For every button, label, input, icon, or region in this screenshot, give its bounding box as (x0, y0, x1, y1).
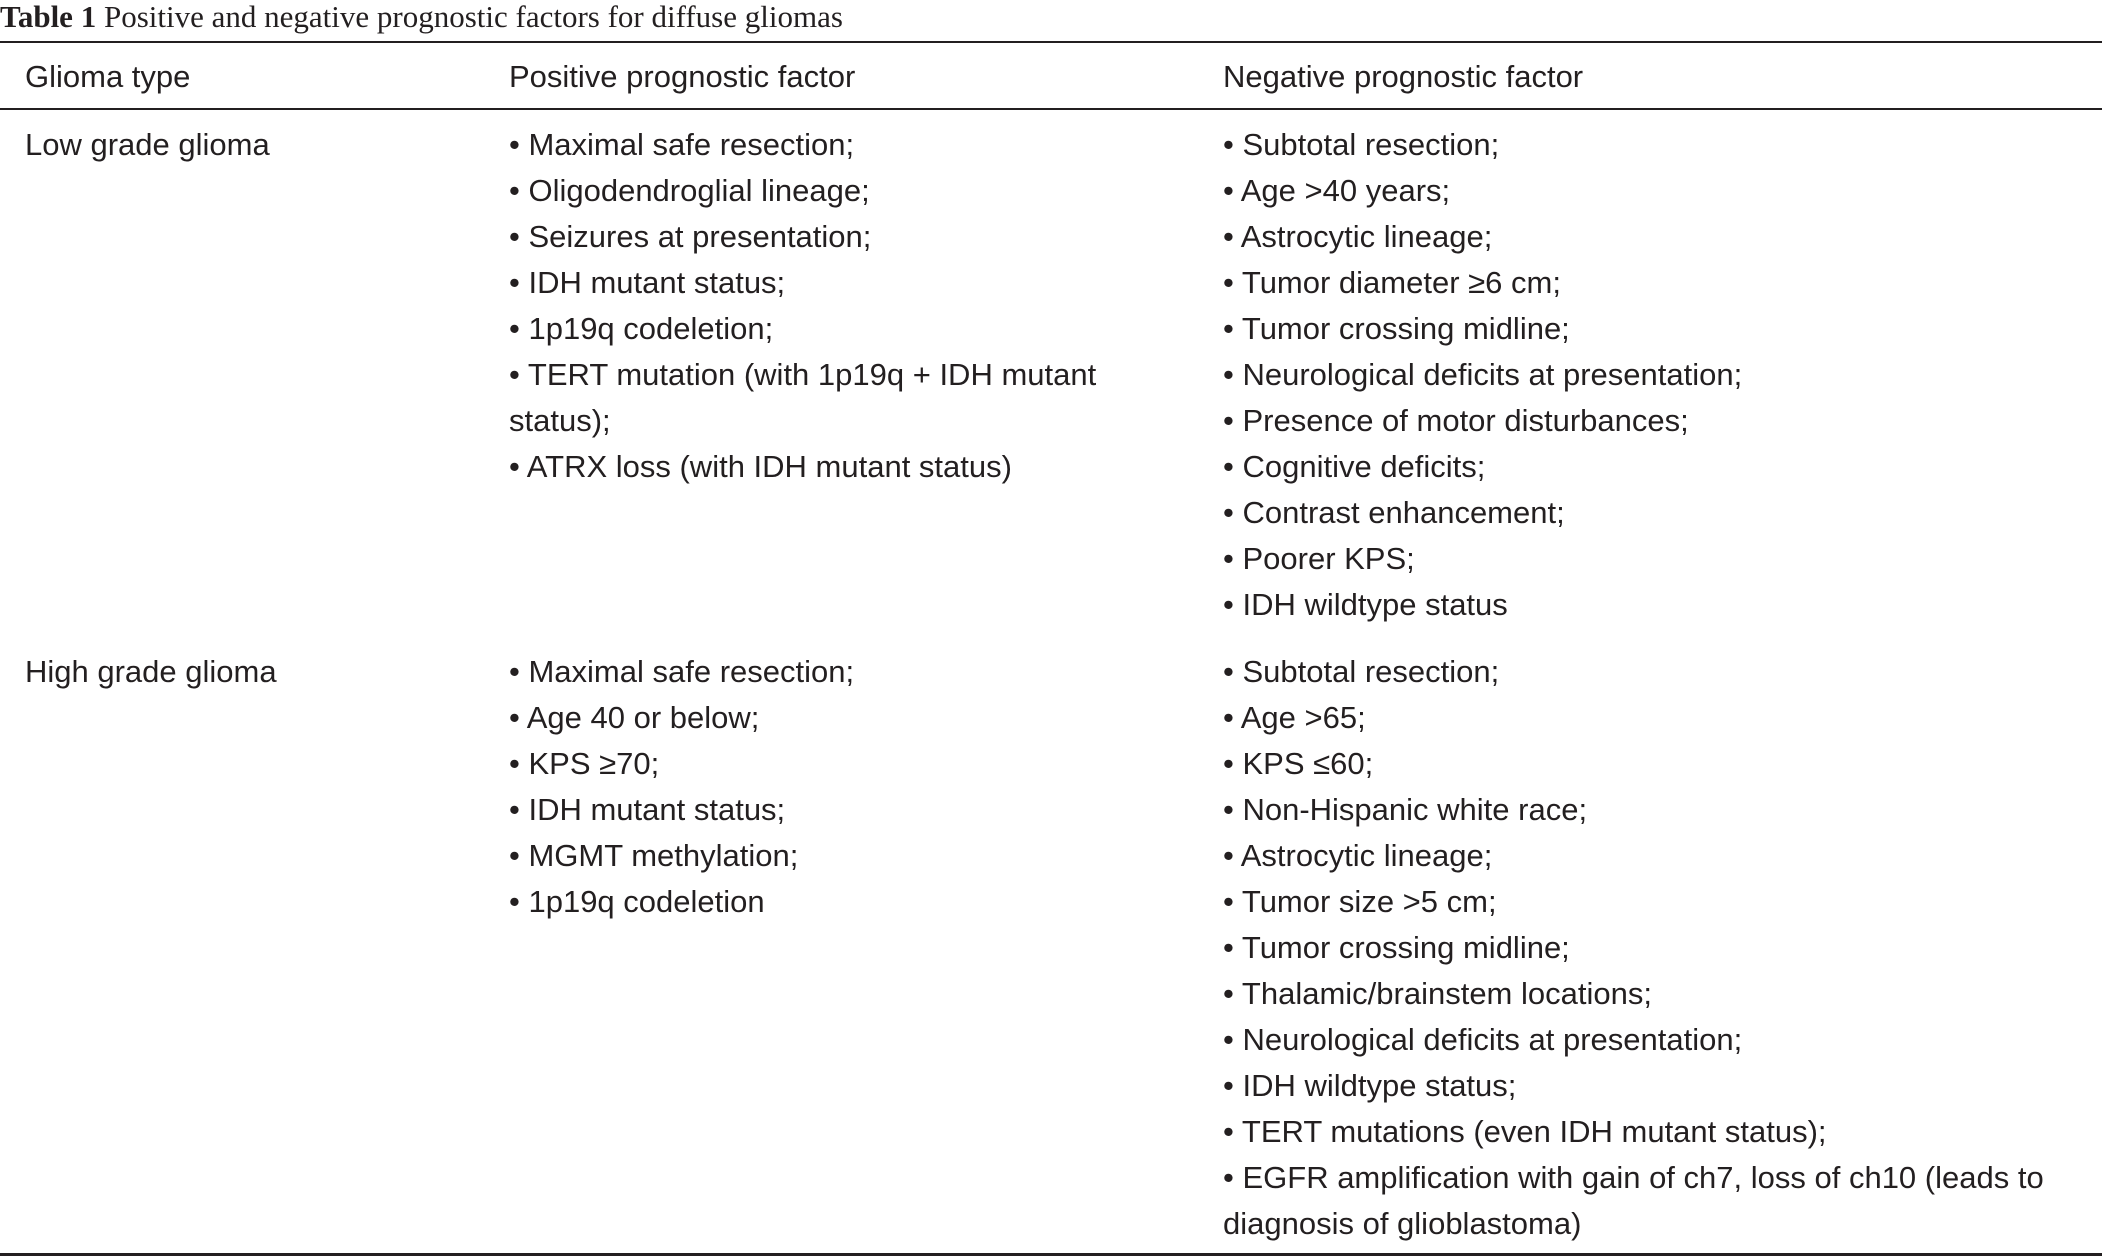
list-item: • Age 40 or below; (509, 700, 760, 735)
table-bottom-rule (0, 1253, 2102, 1256)
list-item: • Age >40 years; (1223, 173, 1451, 208)
list-item: • EGFR amplification with gain of ch7, loss of ch10 (leads to diagnosis of glioblastoma) (1223, 1160, 2044, 1241)
list-item: • KPS ≤60; (1223, 746, 1374, 781)
row-low-grade-type: Low grade glioma (25, 127, 270, 162)
table-caption (0, 0, 843, 36)
list-item: • Tumor crossing midline; (1223, 311, 1570, 346)
table-caption-label: Table 1 (0, 0, 97, 34)
list-item: • Astrocytic lineage; (1223, 219, 1493, 254)
positive-factor-list (509, 122, 1169, 490)
list-item: • Oligodendroglial lineage; (509, 173, 870, 208)
list-item: • Maximal safe resection; (509, 654, 855, 689)
list-item: • Subtotal resection; (1223, 127, 1500, 162)
list-item: • Poorer KPS; (1223, 541, 1415, 576)
list-item: • 1p19q codeletion; (509, 311, 774, 346)
list-item: • Neurological deficits at presentation; (1223, 357, 1743, 392)
list-item: • Contrast enhancement; (1223, 495, 1565, 530)
list-item: • Thalamic/brainstem locations; (1223, 976, 1652, 1011)
list-item: • IDH mutant status; (509, 265, 786, 300)
table-top-rule (0, 41, 2102, 43)
table-caption-text: Positive and negative prognostic factors for diffuse gliomas (103, 0, 843, 34)
list-item: • Tumor size >5 cm; (1223, 884, 1497, 919)
row-low-grade-positive (509, 122, 1169, 490)
list-item: • Age >65; (1223, 700, 1366, 735)
negative-factor-list (1223, 649, 2093, 1247)
list-item: • Seizures at presentation; (509, 219, 872, 254)
list-item: • IDH mutant status; (509, 792, 786, 827)
list-item: • TERT mutation (with 1p19q + IDH mutant status); (509, 357, 1097, 438)
header-glioma-type: Glioma type (25, 59, 191, 94)
list-item: • Cognitive deficits; (1223, 449, 1486, 484)
header-positive-factor: Positive prognostic factor (509, 59, 856, 94)
list-item: • Neurological deficits at presentation; (1223, 1022, 1743, 1057)
table-header-rule (0, 108, 2102, 110)
list-item: • 1p19q codeletion (509, 884, 765, 919)
list-item: • KPS ≥70; (509, 746, 660, 781)
header-negative-factor: Negative prognostic factor (1223, 59, 1584, 94)
list-item: • Subtotal resection; (1223, 654, 1500, 689)
list-item: • MGMT methylation; (509, 838, 799, 873)
row-low-grade-negative (1223, 122, 1742, 628)
list-item: • Presence of motor disturbances; (1223, 403, 1689, 438)
row-high-grade-negative (1223, 649, 2093, 1247)
list-item: • Tumor crossing midline; (1223, 930, 1570, 965)
list-item: • IDH wildtype status; (1223, 1068, 1517, 1103)
negative-factor-list (1223, 122, 1742, 628)
list-item: • Maximal safe resection; (509, 127, 855, 162)
list-item: • Astrocytic lineage; (1223, 838, 1493, 873)
list-item: • Non-Hispanic white race; (1223, 792, 1588, 827)
list-item: • ATRX loss (with IDH mutant status) (509, 449, 1012, 484)
list-item: • TERT mutations (even IDH mutant status); (1223, 1114, 1827, 1149)
list-item: • Tumor diameter ≥6 cm; (1223, 265, 1561, 300)
positive-factor-list (509, 649, 854, 925)
row-high-grade-positive (509, 649, 854, 925)
row-high-grade-type: High grade glioma (25, 654, 277, 689)
list-item: • IDH wildtype status (1223, 587, 1508, 622)
